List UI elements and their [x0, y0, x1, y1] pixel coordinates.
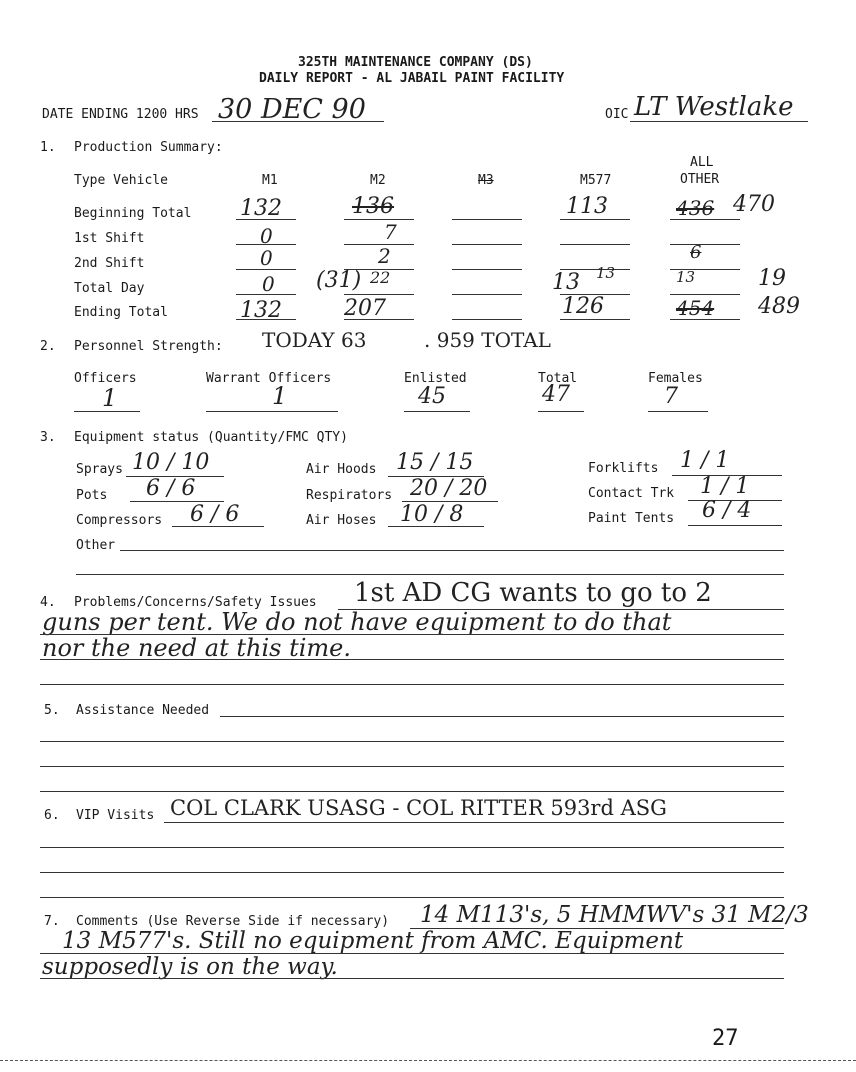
col-header-all: ALL [690, 155, 714, 170]
row-label-2nd-shift: 2nd Shift [74, 256, 145, 271]
equip-value-contact-trk: 1 / 1 [700, 474, 750, 499]
line-m577-r1 [560, 244, 630, 245]
line-other [120, 550, 784, 551]
line-females [648, 411, 708, 412]
m577-beginning: 113 [566, 194, 608, 219]
line-m3-r3 [452, 294, 522, 295]
m577-ending: 126 [562, 294, 604, 319]
line-vip-3 [40, 872, 784, 873]
equipment-heading: Equipment status (Quantity/FMC QTY) [74, 430, 348, 445]
line-problems-4 [40, 684, 784, 685]
vip-value: COL CLARK USASG - COL RITTER 593rd ASG [170, 796, 667, 820]
problems-heading: Problems/Concerns/Safety Issues [74, 595, 317, 610]
line-vip-2 [40, 847, 784, 848]
equip-value-sprays: 10 / 10 [132, 450, 210, 475]
personnel-col-warrant: Warrant Officers [206, 371, 332, 386]
line-vip-1 [164, 822, 784, 823]
oic-value: LT Westlake [634, 92, 794, 122]
assistance-heading: Assistance Needed [76, 703, 210, 718]
personnel-today: TODAY 63 [262, 328, 367, 352]
problems-line-3: nor the need at this time. [42, 634, 352, 662]
personnel-enlisted: 45 [418, 384, 446, 409]
comments-line-2: 13 M577's. Still no equipment from AMC. Equipment [62, 928, 684, 954]
line-m2-r3 [344, 294, 414, 295]
m2-total-day: 22 [370, 268, 391, 287]
m577-total-day-sup: 13 [596, 264, 616, 282]
date-label: DATE ENDING 1200 HRS [42, 107, 199, 122]
m1-1st-shift: 0 [260, 224, 273, 248]
equip-label-pots: Pots [76, 488, 108, 503]
line-m3-r4 [452, 319, 522, 320]
personnel-heading: Personnel Strength: [74, 339, 223, 354]
other-1st-shift: 6 [690, 242, 702, 263]
m577-total-day: 13 [552, 270, 580, 295]
line-m577-r0 [560, 219, 630, 220]
personnel-total: 47 [542, 382, 570, 407]
section-number-7: 7. [44, 914, 60, 929]
col-header-other: OTHER [680, 172, 720, 187]
equip-label-sprays: Sprays [76, 462, 123, 477]
date-underline [212, 121, 384, 122]
m2-total-day-note: (31) [316, 268, 362, 293]
other-total-day: 13 [676, 268, 696, 286]
row-label-1st-shift: 1st Shift [74, 231, 145, 246]
personnel-col-females: Females [648, 371, 703, 386]
other-beginning: 436 [676, 196, 715, 220]
comments-heading: Comments (Use Reverse Side if necessary) [76, 914, 390, 929]
equip-label-other: Other [76, 538, 116, 553]
section-number-2: 2. [40, 339, 56, 354]
line-m3-r2 [452, 269, 522, 270]
equip-value-compressors: 6 / 6 [190, 502, 240, 527]
m2-beginning: 136 [352, 194, 394, 219]
other-beginning-new: 470 [733, 192, 775, 217]
equip-value-forklifts: 1 / 1 [680, 448, 730, 473]
oic-underline [630, 121, 808, 122]
equip-label-air-hoses: Air Hoses [306, 513, 377, 528]
personnel-total-note: . 959 TOTAL [424, 328, 551, 352]
equip-label-forklifts: Forklifts [588, 461, 659, 476]
m2-2nd-shift: 2 [378, 244, 391, 268]
col-header-type: Type Vehicle [74, 173, 168, 188]
problems-line-1: 1st AD CG wants to go to 2 [354, 578, 712, 608]
line-other-r3 [670, 294, 740, 295]
problems-line-2: guns per tent. We do not have equipment to do that [42, 608, 672, 636]
row-label-ending: Ending Total [74, 305, 168, 320]
equip-value-air-hoses: 10 / 8 [400, 502, 464, 527]
section-number-5: 5. [44, 703, 60, 718]
report-title: DAILY REPORT - AL JABAIL PAINT FACILITY [259, 71, 565, 86]
date-value: 30 DEC 90 [218, 94, 366, 125]
line-assistance-1 [220, 716, 784, 717]
col-header-m577: M577 [580, 173, 612, 188]
equip-value-air-hoods: 15 / 15 [396, 450, 474, 475]
personnel-warrant: 1 [272, 382, 288, 410]
section-number-3: 3. [40, 430, 56, 445]
line-other-r1 [670, 244, 740, 245]
other-total-day-new: 19 [758, 266, 786, 291]
equip-label-air-hoods: Air Hoods [306, 462, 377, 477]
equip-value-respirators: 20 / 20 [410, 476, 488, 501]
line-vip-4 [40, 897, 784, 898]
col-header-m1: M1 [262, 173, 278, 188]
line-m2-r0 [344, 219, 414, 220]
comments-line-1: 14 M113's, 5 HMMWV's 31 M2/3 [420, 902, 809, 928]
personnel-col-enlisted: Enlisted [404, 371, 467, 386]
page-number: 27 [712, 1026, 739, 1051]
equip-value-paint-tents: 6 / 4 [702, 498, 752, 523]
line-warrant [206, 411, 338, 412]
section-number-6: 6. [44, 808, 60, 823]
section-number-1: 1. [40, 140, 56, 155]
line-enlisted [404, 411, 470, 412]
m2-ending: 207 [344, 296, 386, 321]
m1-ending: 132 [240, 298, 282, 323]
bottom-edge [0, 1060, 856, 1061]
line-paint-tents [688, 525, 782, 526]
oic-label: OIC [605, 107, 629, 122]
line-problems-3 [40, 659, 784, 660]
personnel-col-total: Total [538, 371, 578, 386]
line-assistance-3 [40, 766, 784, 767]
personnel-col-officers: Officers [74, 371, 137, 386]
equip-label-contact-trk: Contact Trk [588, 486, 675, 501]
equip-label-respirators: Respirators [306, 488, 393, 503]
col-header-m3: M3 [478, 173, 494, 188]
equip-label-paint-tents: Paint Tents [588, 511, 675, 526]
line-m3-r0 [452, 219, 522, 220]
equip-label-compressors: Compressors [76, 513, 163, 528]
line-m577-r4 [560, 319, 630, 320]
production-heading: Production Summary: [74, 140, 223, 155]
comments-line-3: supposedly is on the way. [42, 954, 338, 980]
section-number-4: 4. [40, 595, 56, 610]
m1-total-day: 0 [262, 272, 275, 296]
row-label-beginning: Beginning Total [74, 206, 192, 221]
row-label-total-day: Total Day [74, 281, 145, 296]
m1-2nd-shift: 0 [260, 246, 273, 270]
line-compressors [172, 526, 264, 527]
line-comments-3 [40, 978, 784, 979]
line-assistance-2 [40, 741, 784, 742]
vip-heading: VIP Visits [76, 808, 155, 823]
personnel-officers: 1 [102, 384, 118, 412]
col-header-m2: M2 [370, 173, 386, 188]
line-other-2 [76, 574, 784, 575]
line-air-hoses [388, 526, 484, 527]
m1-beginning: 132 [240, 196, 282, 221]
other-ending-new: 489 [758, 294, 800, 319]
company-title: 325TH MAINTENANCE COMPANY (DS) [298, 55, 533, 70]
personnel-females: 7 [664, 384, 678, 409]
line-m3-r1 [452, 244, 522, 245]
line-total [538, 411, 584, 412]
equip-value-pots: 6 / 6 [146, 476, 196, 501]
other-ending: 454 [676, 296, 715, 320]
m2-1st-shift: 7 [384, 220, 397, 244]
line-assistance-4 [40, 791, 784, 792]
